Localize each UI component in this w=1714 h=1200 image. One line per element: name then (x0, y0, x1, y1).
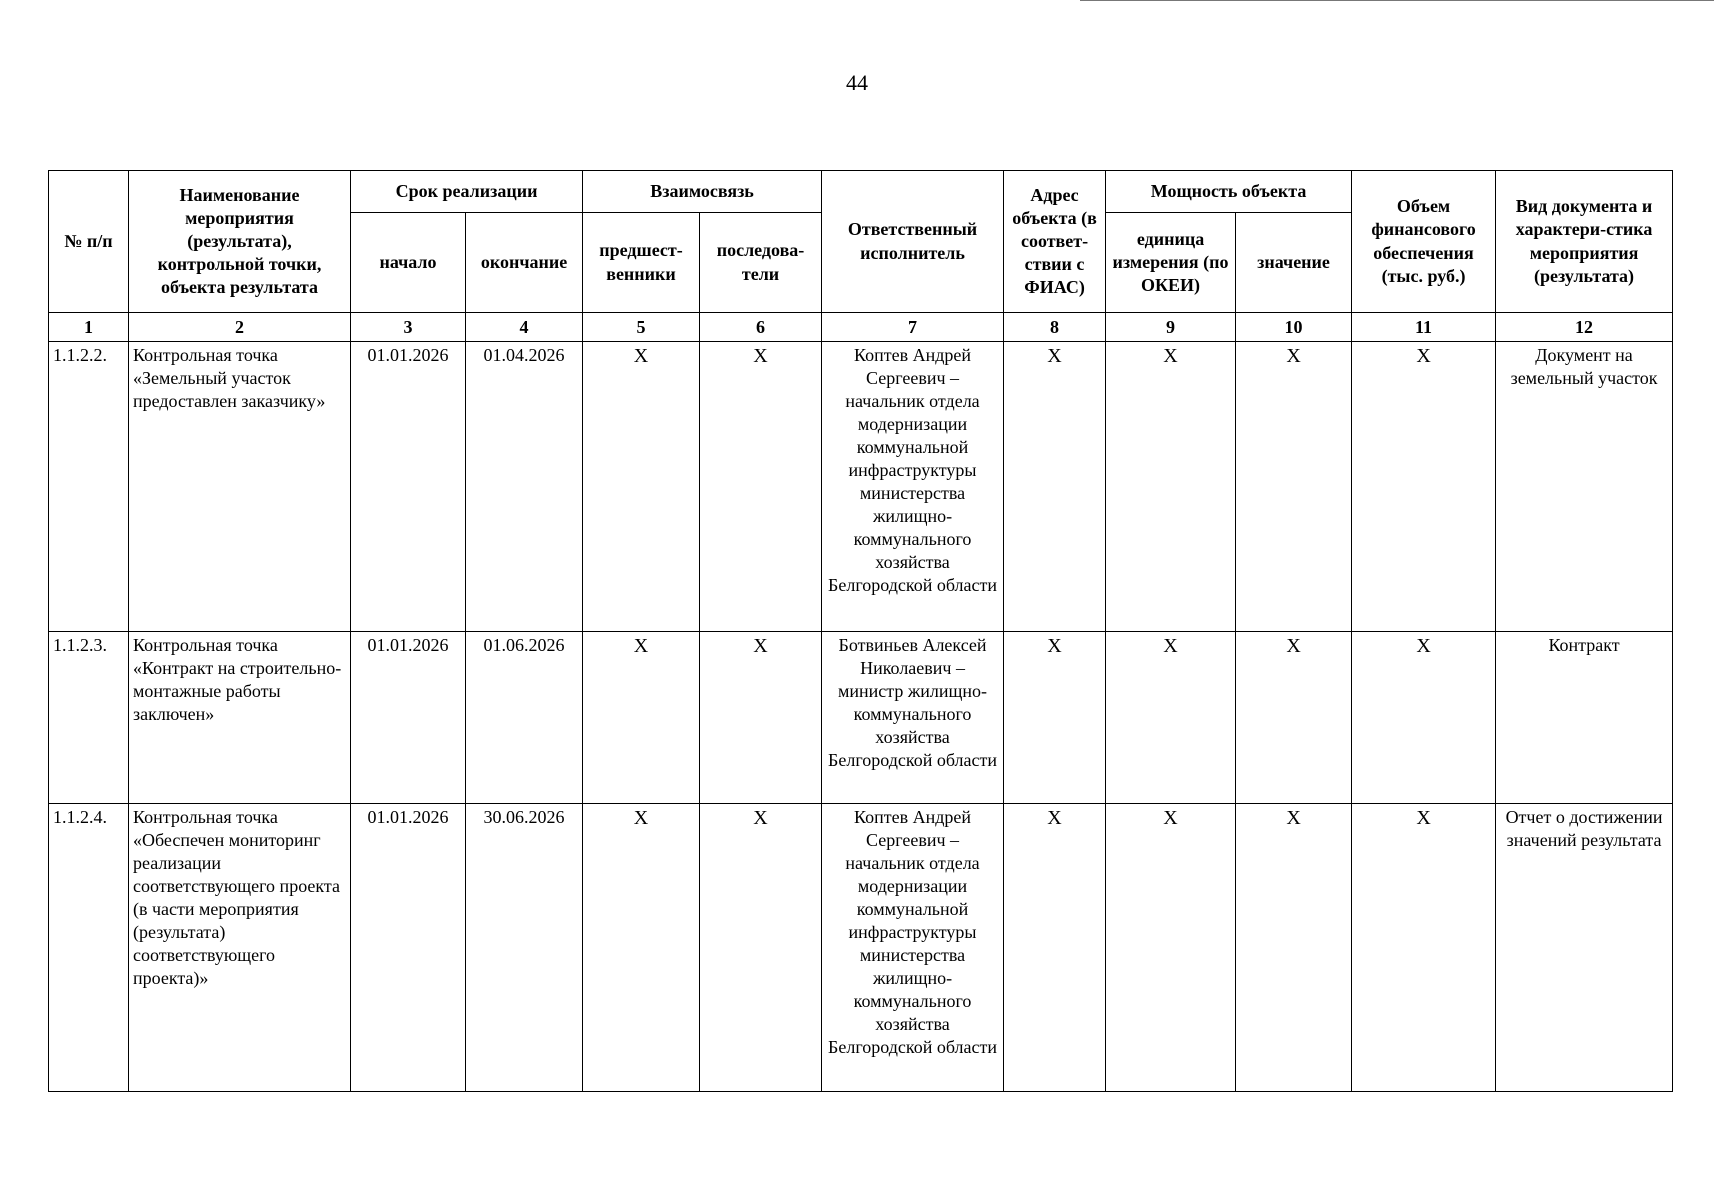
row-address: X (1004, 804, 1106, 1092)
row-finance: X (1352, 804, 1496, 1092)
row-value: X (1236, 632, 1352, 804)
page-number: 44 (846, 70, 868, 95)
header-capacity-unit: единица измерения (по ОКЕИ) (1106, 213, 1236, 313)
row-start-date: 01.01.2026 (351, 632, 466, 804)
row-end-date: 30.06.2026 (466, 804, 583, 1092)
header-responsible: Ответственный исполнитель (822, 171, 1004, 313)
row-value: X (1236, 342, 1352, 632)
row-address: X (1004, 632, 1106, 804)
row-doc-type: Документ на земельный участок (1496, 342, 1673, 632)
row-end-date: 01.04.2026 (466, 342, 583, 632)
row-successors: X (700, 632, 822, 804)
row-address: X (1004, 342, 1106, 632)
column-number: 7 (822, 313, 1004, 342)
column-number: 11 (1352, 313, 1496, 342)
row-responsible: Ботвиньев Алексей Николаевич – министр жилищно-коммунального хозяйства Белгородской области (822, 632, 1004, 804)
row-successors: X (700, 804, 822, 1092)
column-numbers-row (49, 313, 1673, 342)
column-number: 12 (1496, 313, 1673, 342)
header-doc-type: Вид документа и характери-стика мероприятия (результата) (1496, 171, 1673, 313)
row-name: Контрольная точка «Контракт на строительно-монтажные работы заключен» (129, 632, 351, 804)
row-name: Контрольная точка «Обеспечен мониторинг реализации соответствующего проекта (в части мероприятия (результата) соответствующего проекта)» (129, 804, 351, 1092)
header-capacity: Мощность объекта (1106, 171, 1352, 213)
top-scan-rule (1080, 0, 1714, 1)
row-successors: X (700, 342, 822, 632)
row-predecessors: X (583, 342, 700, 632)
row-start-date: 01.01.2026 (351, 342, 466, 632)
header-relation: Взаимосвязь (583, 171, 822, 213)
column-number: 10 (1236, 313, 1352, 342)
column-number: 9 (1106, 313, 1236, 342)
header-finance: Объем финансового обеспечения (тыс. руб.) (1352, 171, 1496, 313)
row-responsible: Коптев Андрей Сергеевич – начальник отдела модернизации коммунальной инфраструктуры министерства жилищно-коммунального хозяйства Белгородской области (822, 804, 1004, 1092)
table-row (49, 804, 1673, 1092)
header-name: Наименование мероприятия (результата), контрольной точки, объекта результата (129, 171, 351, 313)
column-number: 2 (129, 313, 351, 342)
row-value: X (1236, 804, 1352, 1092)
row-start-date: 01.01.2026 (351, 804, 466, 1092)
header-num: № п/п (49, 171, 129, 313)
row-predecessors: X (583, 804, 700, 1092)
row-end-date: 01.06.2026 (466, 632, 583, 804)
column-number: 1 (49, 313, 129, 342)
header-row-top (49, 171, 1673, 213)
row-doc-type: Отчет о достижении значений результата (1496, 804, 1673, 1092)
row-doc-type: Контракт (1496, 632, 1673, 804)
header-period-end: окончание (466, 213, 583, 313)
header-relation-prev: предшест-венники (583, 213, 700, 313)
column-number: 8 (1004, 313, 1106, 342)
column-number: 6 (700, 313, 822, 342)
column-number: 3 (351, 313, 466, 342)
header-address: Адрес объекта (в соответ-ствии с ФИАС) (1004, 171, 1106, 313)
table-row (49, 342, 1673, 632)
row-unit: X (1106, 342, 1236, 632)
plan-table (48, 170, 1673, 1092)
row-number: 1.1.2.2. (49, 342, 129, 632)
row-name: Контрольная точка «Земельный участок предоставлен заказчику» (129, 342, 351, 632)
row-responsible: Коптев Андрей Сергеевич – начальник отдела модернизации коммунальной инфраструктуры министерства жилищно-коммунального хозяйства Белгородской области (822, 342, 1004, 632)
row-unit: X (1106, 804, 1236, 1092)
header-period: Срок реализации (351, 171, 583, 213)
row-finance: X (1352, 632, 1496, 804)
column-number: 5 (583, 313, 700, 342)
row-predecessors: X (583, 632, 700, 804)
header-capacity-value: значение (1236, 213, 1352, 313)
row-finance: X (1352, 342, 1496, 632)
table-row (49, 632, 1673, 804)
row-unit: X (1106, 632, 1236, 804)
column-number: 4 (466, 313, 583, 342)
header-relation-next: последова-тели (700, 213, 822, 313)
header-period-start: начало (351, 213, 466, 313)
row-number: 1.1.2.4. (49, 804, 129, 1092)
row-number: 1.1.2.3. (49, 632, 129, 804)
